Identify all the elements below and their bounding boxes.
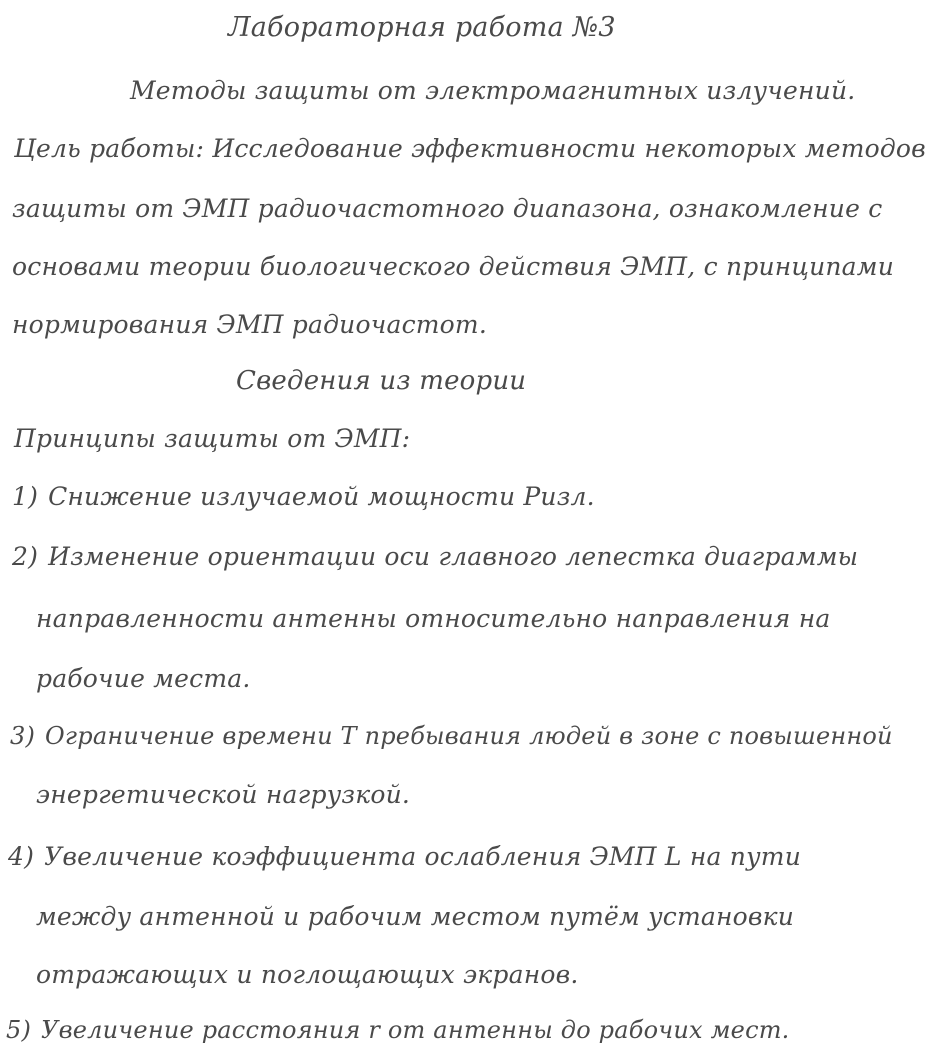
goal-line-1: Цель работы: Исследование эффективности некоторых методов <box>14 134 926 163</box>
list-item-1 <box>12 484 595 509</box>
list-item-5 <box>6 1018 790 1042</box>
list-item-4 <box>8 844 801 869</box>
principles-heading: Принципы защиты от ЭМП: <box>14 424 411 453</box>
list-item-text: Увеличение расстояния r от антенны до рабочих мест. <box>41 1016 790 1044</box>
list-item-3 <box>10 724 893 748</box>
list-item-2 <box>12 544 858 569</box>
list-item-number: 3) <box>10 722 36 750</box>
list-item-2-continuation: направленности антенны относительно направления на <box>36 604 831 633</box>
goal-line-2: защиты от ЭМП радиочастотного диапазона, ознакомление с <box>12 194 883 223</box>
list-item-text: Изменение ориентации оси главного лепестка диаграммы <box>48 542 859 571</box>
list-item-text: Увеличение коэффициента ослабления ЭМП L на пути <box>44 842 802 871</box>
document-title: Лабораторная работа №3 <box>228 12 616 43</box>
document-subtitle: Методы защиты от электромагнитных излучений. <box>130 76 856 105</box>
list-item-number: 2) <box>12 542 39 571</box>
list-item-4-continuation: отражающих и поглощающих экранов. <box>36 960 579 989</box>
list-item-4-continuation: между антенной и рабочим местом путём установки <box>36 902 795 931</box>
list-item-text: Снижение излучаемой мощности Pизл. <box>48 482 595 511</box>
list-item-2-continuation: рабочие места. <box>36 664 251 693</box>
goal-line-3: основами теории биологического действия ЭМП, с принципами <box>12 252 895 281</box>
list-item-number: 5) <box>6 1016 32 1044</box>
list-item-text: Ограничение времени T пребывания людей в зоне с повышенной <box>45 722 893 750</box>
goal-line-4: нормирования ЭМП радиочастот. <box>12 310 487 339</box>
list-item-number: 4) <box>8 842 35 871</box>
list-item-number: 1) <box>12 482 39 511</box>
section-heading: Сведения из теории <box>236 366 527 396</box>
list-item-3-continuation: энергетической нагрузкой. <box>36 780 411 809</box>
